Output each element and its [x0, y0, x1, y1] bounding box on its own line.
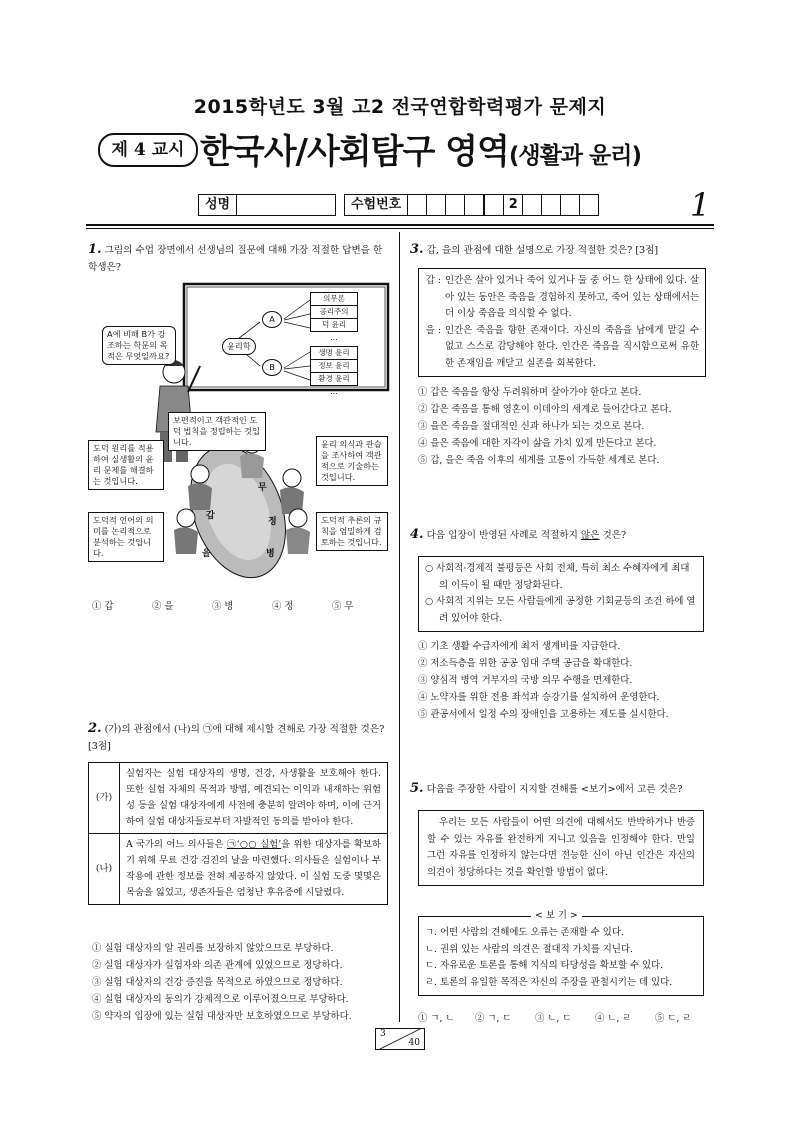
q1-number: 1. — [88, 242, 102, 257]
q2-passage-table — [88, 762, 388, 905]
student-bubble-right-top: 윤리 의식과 관습을 조사하여 객관적으로 기술하는 것입니다. — [316, 436, 388, 486]
q3-eul-row — [419, 323, 705, 373]
title-main: 한국사/사회탐구 영역 — [200, 132, 509, 172]
q2-option-1[interactable]: ① 실험 대상자의 알 권리를 보장하지 않았으므로 부당하다. — [92, 943, 334, 954]
q4-option-2[interactable]: ② 저소득층을 위한 공공 임대 주택 공급을 확대한다. — [418, 658, 633, 669]
exam-number-box — [344, 194, 599, 216]
board-b-item: 정보 윤리 — [310, 360, 358, 373]
name-field[interactable] — [237, 195, 335, 215]
q4-bullet-2: ○ 사회적 지위는 모든 사람들에게 공정한 기회균등의 조건 하에 열려 있어야 한다. — [425, 596, 696, 624]
page-counter — [375, 1028, 425, 1050]
exam-number-cell[interactable] — [446, 195, 465, 215]
exam-number-cell[interactable] — [408, 195, 427, 215]
q1-option-1[interactable]: ① 갑 — [92, 601, 114, 612]
exam-number-cell[interactable] — [485, 195, 504, 215]
q4-stem-text-1: 다음 입장이 반영된 사례로 적절하지 — [426, 530, 581, 541]
q3-gap-label: 갑 : — [425, 275, 441, 286]
label-jeong: 정 — [268, 517, 277, 527]
board-a-item: 덕 윤리 — [310, 319, 358, 332]
q2-na-text-1: A 국가의 어느 의사들은 — [126, 839, 227, 850]
q1-option-3[interactable]: ③ 병 — [212, 601, 234, 612]
q5-option-4[interactable]: ④ ㄴ, ㄹ — [595, 1013, 632, 1024]
q3-option-1[interactable]: ① 갑은 죽음을 항상 두려워하며 살아가야 한다고 본다. — [418, 387, 642, 398]
board-a-item: 의무론 — [310, 292, 358, 306]
label-mu: 무 — [258, 483, 267, 493]
board-root: 윤리학 — [222, 338, 256, 355]
board-node-b: B — [262, 359, 282, 376]
q2-na-text-2: 을 위한 대상자를 확보하기 위해 무료 건강 검진의 날을 마련했다. 의사들은 실험이나 부작용에 관한 정보를 전혀 제공하지 않았다. 이 실험 도중 몇몇은 목숨을 잃었고, 생존자들은 엄청난 후유증에 시달렸다. — [126, 839, 381, 898]
board-a-list — [310, 292, 358, 344]
page-number: 1 — [690, 186, 711, 224]
q3-options — [418, 384, 672, 469]
exam-subtitle: 2015학년도 3월 고2 전국연합학력평가 문제지 — [193, 96, 607, 118]
q3-gap-row — [419, 273, 705, 323]
q2-option-3[interactable]: ③ 실험 대상자의 건강 증진을 목적으로 하였으므로 정당하다. — [92, 977, 343, 988]
name-box — [198, 194, 336, 216]
q5-option-5[interactable]: ⑤ ㄷ, ㄹ — [655, 1013, 692, 1024]
exam-number-cell[interactable] — [465, 195, 485, 215]
title-sub: (생활과 윤리) — [508, 143, 641, 169]
q3-eul-label: 을 : — [425, 324, 441, 336]
q5-bogi-item: ㄴ. 권위 있는 사람의 의견은 절대적 가치를 지닌다. — [425, 943, 633, 955]
student-bubble-right-bottom: 도덕적 추론의 규칙을 엄밀하게 검토하는 것입니다. — [316, 512, 388, 551]
q2-ga-text: 실험자는 실험 대상자의 생명, 건강, 사생활을 보호해야 한다. 또한 실험 자체의 목적과 방법, 예견되는 이익과 내재하는 위험성 등을 실험 대상자에게 사전에 충분히 알려야 하며, 이에 근거하여 실험 대상자들로부터 자발적인 동의를 받아야 한다. — [120, 763, 388, 834]
teacher-speech-bubble: A에 비해 B가 강조하는 학문의 목적은 무엇일까요? — [102, 326, 176, 365]
q4-options — [418, 638, 669, 723]
q4-option-3[interactable]: ③ 양심적 병역 거부자의 국방 의무 수행을 면제한다. — [418, 675, 633, 686]
q4-stem-underline: 않은 — [580, 530, 600, 541]
q5-stem-text: 다음을 주장한 사람이 지지할 견해를 <보기>에서 고른 것은? — [426, 784, 683, 795]
board-node-a: A — [262, 311, 282, 328]
q2-options — [92, 940, 352, 1025]
student-bubble-left-top: 도덕 원리를 적용하여 실생활의 윤리 문제를 해결하는 것입니다. — [88, 440, 164, 490]
q3-option-4[interactable]: ④ 을은 죽음에 대한 자각이 삶을 가치 있게 만든다고 본다. — [418, 438, 657, 449]
q4-bullet-1: ○ 사회적·경제적 불평등은 사회 전체, 특히 최소 수혜자에게 최대의 이득이 될 때만 정당화된다. — [425, 563, 690, 591]
q1-option-5[interactable]: ⑤ 무 — [332, 601, 354, 612]
q5-bogi-box — [418, 910, 704, 996]
name-label: 성명 — [199, 195, 237, 215]
q3-eul-text: 인간은 죽음을 향한 존재이다. 자신의 죽음을 남에게 맡길 수 없고 스스로 감당해야 한다. 인간은 죽음을 직시함으로써 유한한 존재임을 깨닫고 실존을 회복한다. — [445, 324, 699, 369]
q4-option-4[interactable]: ④ 노약자를 위한 전용 좌석과 승강기를 설치하여 운영한다. — [418, 692, 660, 703]
q4-option-5[interactable]: ⑤ 관공서에서 일정 수의 장애인을 고용하는 제도를 실시한다. — [418, 709, 669, 720]
q2-na-mark: ㉠‘○○ 실험’ — [226, 839, 282, 850]
label-gap: 갑 — [206, 511, 215, 521]
q3-passage-box — [418, 268, 706, 377]
page-total: 40 — [408, 1038, 420, 1048]
q4-stem — [410, 526, 714, 544]
q2-stem-text: (가)의 관점에서 (나)의 ㉠에 대해 제시할 견해로 가장 적절한 것은? [3점] — [88, 724, 385, 752]
q4-passage-box — [418, 556, 704, 632]
q2-option-2[interactable]: ② 실험 대상자가 실험자와 의존 관계에 있었으므로 정당하다. — [92, 960, 343, 971]
label-byeong: 병 — [266, 549, 275, 559]
q2-stem — [88, 720, 390, 755]
q5-option-3[interactable]: ③ ㄴ, ㄷ — [535, 1013, 572, 1024]
period-badge: 제 4 교시 — [98, 133, 198, 167]
exam-number-cell: 2 — [504, 195, 523, 215]
q4-stem-text-2: 것은? — [599, 530, 627, 541]
q5-number: 5. — [410, 781, 424, 796]
q3-option-5[interactable]: ⑤ 갑, 을은 죽음 이후의 세계를 고통이 가득한 세계로 본다. — [418, 455, 660, 466]
q3-stem-text: 갑, 을의 관점에 대한 설명으로 가장 적절한 것은? [3점] — [426, 245, 659, 256]
q5-bogi-item: ㄹ. 토론의 유일한 목적은 자신의 주장을 관철시키는 데 있다. — [425, 976, 673, 988]
page-current: 3 — [380, 1029, 386, 1039]
q2-na-text — [120, 834, 388, 905]
exam-number-cell[interactable] — [542, 195, 561, 215]
q2-na-label: (나) — [89, 834, 120, 905]
q1-option-2[interactable]: ② 을 — [152, 601, 174, 612]
q1-stem — [88, 241, 390, 276]
student-bubble-left-bottom: 도덕적 언어의 의미를 논리적으로 분석하는 것입니다. — [88, 512, 164, 562]
board-b-item: 생명 윤리 — [310, 346, 358, 360]
student-bubble-top-middle: 보편적이고 객관적인 도덕 법칙을 정립하는 것입니다. — [168, 412, 266, 451]
q2-option-5[interactable]: ⑤ 약자의 입장에 있는 실험 대상자만 보호하였으므로 부당하다. — [92, 1011, 352, 1022]
exam-number-label: 수험번호 — [345, 195, 408, 215]
q4-number: 4. — [410, 527, 424, 542]
exam-number-cell[interactable] — [523, 195, 542, 215]
q1-illustration — [88, 282, 390, 582]
q5-bogi-item: ㄷ. 자유로운 토론을 통해 지식의 타당성을 확보할 수 있다. — [425, 960, 664, 971]
q3-option-2[interactable]: ② 갑은 죽음을 통해 영혼이 이데아의 세계로 들어간다고 본다. — [418, 404, 672, 415]
exam-number-cell[interactable] — [427, 195, 446, 215]
column-divider — [399, 232, 400, 1022]
q3-stem — [410, 241, 714, 259]
q5-bogi-item: ㄱ. 어떤 사람의 견해에도 오류는 존재할 수 있다. — [425, 927, 624, 938]
q4-option-1[interactable]: ① 기초 생활 수급자에게 최저 생계비를 지급한다. — [418, 641, 621, 652]
q3-option-3[interactable]: ③ 을은 죽음을 절대적인 신과 하나가 되는 것으로 본다. — [418, 421, 645, 432]
q2-ga-label: (가) — [89, 763, 120, 834]
header-rule — [86, 224, 714, 226]
label-eul: 을 — [202, 549, 211, 559]
q1-option-4[interactable]: ④ 정 — [272, 601, 294, 612]
q5-passage-box: 우리는 모든 사람들이 어떤 의견에 대해서도 반박하거나 반증할 수 있는 자유를 완전하게 지니고 있음을 인정해야 한다. 만일 그런 자유를 인정하지 않는다면 전능한 신이 아닌 인간은 자신의 의견이 정당하다는 것을 확인할 방법이 없다. — [418, 810, 704, 886]
q2-number: 2. — [88, 721, 102, 736]
board-b-item: 환경 윤리 — [310, 373, 358, 386]
q5-bogi-title: < 보 기 > — [531, 908, 582, 925]
q5-option-1[interactable]: ① ㄱ, ㄴ — [418, 1013, 455, 1024]
q5-stem — [410, 780, 714, 798]
q2-option-4[interactable]: ④ 실험 대상자의 동의가 강제적으로 이루어졌으므로 부당하다. — [92, 994, 349, 1005]
exam-number-cell[interactable] — [561, 195, 580, 215]
q3-number: 3. — [410, 242, 424, 257]
board-a-item: 공리주의 — [310, 306, 358, 319]
board-b-item: … — [330, 387, 338, 396]
q1-stem-text: 그림의 수업 장면에서 선생님의 질문에 대해 가장 적절한 답변을 한 학생은? — [88, 245, 383, 273]
board-a-item: … — [330, 333, 338, 342]
board-b-list — [310, 346, 358, 398]
exam-title — [200, 124, 641, 173]
q3-gap-text: 인간은 살아 있거나 죽어 있거나 둘 중 어느 한 상태에 있다. 살아 있는 동안은 죽음을 경험하지 못하고, 죽어 있는 상태에서는 더 이상 죽음을 의식할 수 없다. — [445, 275, 699, 319]
exam-number-cell[interactable] — [580, 195, 598, 215]
q5-option-2[interactable]: ② ㄱ, ㄷ — [475, 1013, 512, 1024]
header-rule-thin — [86, 228, 714, 229]
